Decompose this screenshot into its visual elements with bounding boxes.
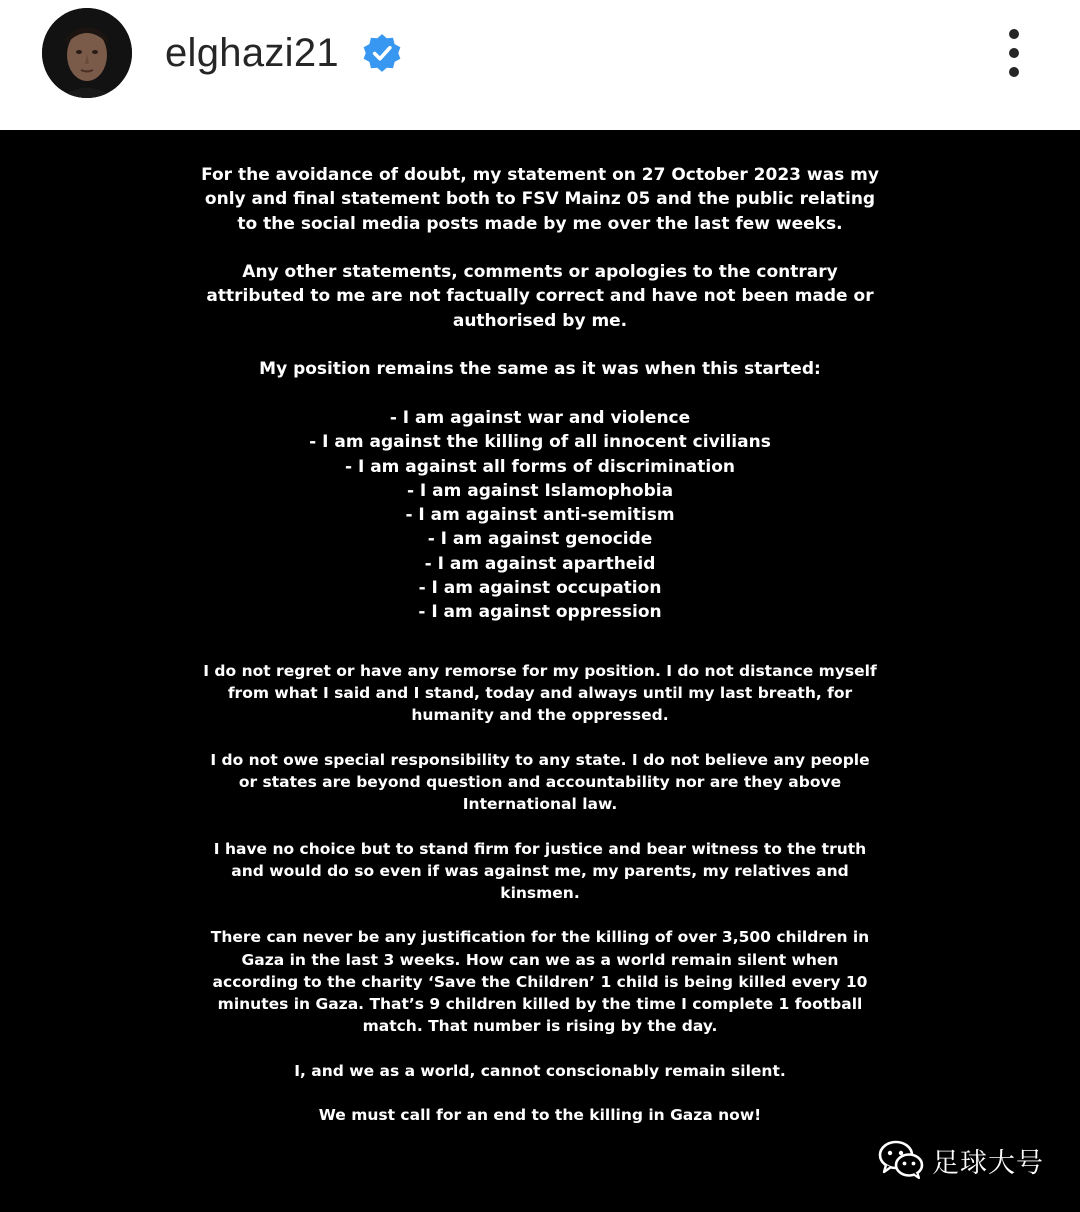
statement-paragraph: My position remains the same as it was when this started: bbox=[259, 359, 821, 380]
position-item: - I am against the killing of all innocent civilians bbox=[309, 432, 771, 453]
wechat-icon bbox=[878, 1140, 924, 1180]
watermark bbox=[878, 1140, 1044, 1180]
username[interactable]: elghazi21 bbox=[165, 31, 339, 75]
position-list bbox=[200, 406, 880, 625]
statement-paragraph: I do not owe special responsibility to any state. I do not believe any people or states are beyond question and accountability nor are they above International law. bbox=[210, 750, 870, 814]
position-item: - I am against all forms of discrimination bbox=[344, 456, 736, 477]
statement-intro bbox=[200, 163, 880, 625]
more-options-icon[interactable] bbox=[996, 26, 1032, 80]
statement-paragraph: There can never be any justification for the killing of over 3,500 children in Gaza in the last 3 weeks. How can we as a world remain silent when according to the charity ‘Save the Children’ 1 child is being killed every 10 minutes in Gaza. That’s 9 children killed by the time I complete 1 football match. That number is rising by the day. bbox=[210, 928, 870, 1036]
position-item: - I am against anti-semitism bbox=[405, 505, 675, 526]
verified-badge-icon bbox=[361, 32, 403, 74]
statement-paragraph: Any other statements, comments or apologies to the contrary attributed to me are not factually correct and have not been made or authorised by me. bbox=[206, 262, 874, 331]
position-item: - I am against genocide bbox=[427, 529, 653, 550]
statement-paragraph: I do not regret or have any remorse for my position. I do not distance myself from what I said and I stand, today and always until my last breath, for humanity and the oppressed. bbox=[203, 662, 877, 725]
post-header bbox=[0, 0, 1080, 130]
statement-paragraph: We must call for an end to the killing in Gaza now! bbox=[318, 1105, 762, 1124]
position-item: - I am against apartheid bbox=[424, 553, 656, 574]
statement-paragraph: I have no choice but to stand firm for justice and bear witness to the truth and would do so even if was against me, my parents, my relatives and kinsmen. bbox=[213, 839, 867, 902]
position-item: - I am against oppression bbox=[418, 602, 662, 623]
post-image bbox=[0, 130, 1080, 1212]
avatar-image bbox=[42, 8, 132, 98]
statement-paragraph: For the avoidance of doubt, my statement on 27 October 2023 was my only and final statement both to FSV Mainz 05 and the public relating to the social media posts made by me over the last few weeks. bbox=[201, 165, 879, 234]
profile-avatar[interactable] bbox=[42, 8, 132, 98]
position-item: - I am against war and violence bbox=[389, 407, 691, 428]
statement-paragraph: I, and we as a world, cannot conscionably remain silent. bbox=[294, 1061, 786, 1080]
position-item: - I am against occupation bbox=[418, 578, 662, 599]
position-item: - I am against Islamophobia bbox=[406, 480, 674, 501]
statement-body bbox=[200, 660, 880, 1148]
watermark-text: 足球大号 bbox=[932, 1147, 1044, 1179]
